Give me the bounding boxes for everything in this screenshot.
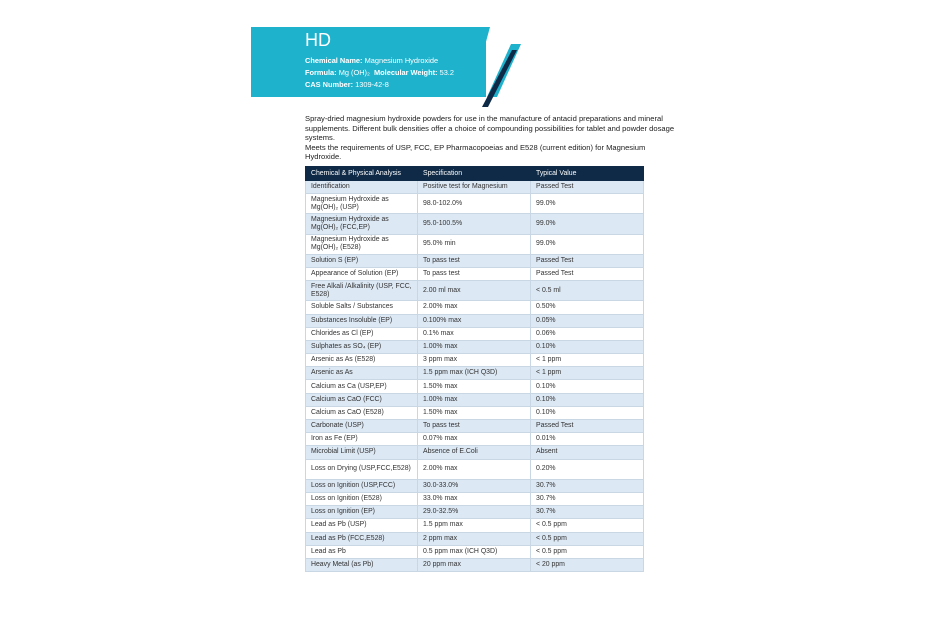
cas-value: 1309-42-8 bbox=[355, 80, 389, 89]
table-row bbox=[306, 393, 644, 406]
specification-cell: 95.0-100.5% bbox=[418, 214, 531, 234]
chemical-name-line bbox=[305, 57, 438, 64]
table-row bbox=[306, 479, 644, 492]
table-row bbox=[306, 354, 644, 367]
table-row bbox=[306, 433, 644, 446]
typical-value-cell: Passed Test bbox=[531, 254, 644, 267]
specification-cell: 20 ppm max bbox=[418, 558, 531, 571]
chemical-name-label: Chemical Name: bbox=[305, 56, 363, 65]
analysis-cell: Free Alkali /Alkalinity (USP, FCC, E528) bbox=[306, 281, 418, 301]
column-header-typical-value: Typical Value bbox=[531, 167, 644, 181]
table-row bbox=[306, 519, 644, 532]
analysis-cell: Calcium as CaO (E528) bbox=[306, 406, 418, 419]
product-description bbox=[305, 114, 675, 162]
table-row bbox=[306, 314, 644, 327]
analysis-cell: Substances Insoluble (EP) bbox=[306, 314, 418, 327]
analysis-cell: Calcium as CaO (FCC) bbox=[306, 393, 418, 406]
specification-cell: 0.5 ppm max (ICH Q3D) bbox=[418, 545, 531, 558]
table-row bbox=[306, 301, 644, 314]
specification-cell: 0.1% max bbox=[418, 327, 531, 340]
analysis-cell: Magnesium Hydroxide as Mg(OH)₂ (USP) bbox=[306, 194, 418, 214]
typical-value-cell: 0.10% bbox=[531, 340, 644, 353]
table-row bbox=[306, 545, 644, 558]
analysis-cell: Magnesium Hydroxide as Mg(OH)₂ (E528) bbox=[306, 234, 418, 254]
specification-cell: 33.0% max bbox=[418, 492, 531, 505]
typical-value-cell: < 0.5 ppm bbox=[531, 545, 644, 558]
typical-value-cell: < 1 ppm bbox=[531, 367, 644, 380]
table-row bbox=[306, 420, 644, 433]
banner-stripes-decoration bbox=[468, 22, 538, 112]
analysis-cell: Loss on Ignition (USP,FCC) bbox=[306, 479, 418, 492]
specification-cell: 98.0-102.0% bbox=[418, 194, 531, 214]
description-paragraph-1: Spray-dried magnesium hydroxide powders for use in the manufacture of antacid preparations and mineral supplements. Different bulk densities offer a choice of compounding possibilities for tablet and powder dosage systems. bbox=[305, 114, 675, 143]
typical-value-cell: 0.10% bbox=[531, 406, 644, 419]
specification-cell: 0.100% max bbox=[418, 314, 531, 327]
table-row bbox=[306, 380, 644, 393]
typical-value-cell: 99.0% bbox=[531, 214, 644, 234]
typical-value-cell: Passed Test bbox=[531, 267, 644, 280]
analysis-cell: Chlorides as Cl (EP) bbox=[306, 327, 418, 340]
specification-cell: 1.50% max bbox=[418, 406, 531, 419]
molecular-weight-label: Molecular Weight: bbox=[374, 68, 438, 77]
analysis-cell: Magnesium Hydroxide as Mg(OH)₂ (FCC,EP) bbox=[306, 214, 418, 234]
analysis-cell: Arsenic as As bbox=[306, 367, 418, 380]
analysis-cell: Iron as Fe (EP) bbox=[306, 433, 418, 446]
table-row bbox=[306, 194, 644, 214]
specification-cell: 1.5 ppm max (ICH Q3D) bbox=[418, 367, 531, 380]
table-row bbox=[306, 214, 644, 234]
analysis-cell: Heavy Metal (as Pb) bbox=[306, 558, 418, 571]
specification-cell: 2.00% max bbox=[418, 459, 531, 479]
typical-value-cell: < 20 ppm bbox=[531, 558, 644, 571]
table-row bbox=[306, 254, 644, 267]
analysis-cell: Appearance of Solution (EP) bbox=[306, 267, 418, 280]
analysis-cell: Lead as Pb bbox=[306, 545, 418, 558]
typical-value-cell: 0.50% bbox=[531, 301, 644, 314]
table-row bbox=[306, 558, 644, 571]
formula-line bbox=[305, 69, 454, 76]
specification-cell: 29.0-32.5% bbox=[418, 506, 531, 519]
analysis-cell: Loss on Drying (USP,FCC,E528) bbox=[306, 459, 418, 479]
specification-cell: 2 ppm max bbox=[418, 532, 531, 545]
analysis-cell: Carbonate (USP) bbox=[306, 420, 418, 433]
specification-cell: 30.0-33.0% bbox=[418, 479, 531, 492]
specification-cell: 0.07% max bbox=[418, 433, 531, 446]
specification-cell: 95.0% min bbox=[418, 234, 531, 254]
table-body bbox=[306, 181, 644, 572]
analysis-cell: Lead as Pb (FCC,E528) bbox=[306, 532, 418, 545]
analysis-cell: Microbial Limit (USP) bbox=[306, 446, 418, 459]
analysis-cell: Identification bbox=[306, 181, 418, 194]
table-row bbox=[306, 234, 644, 254]
typical-value-cell: 30.7% bbox=[531, 506, 644, 519]
specification-table bbox=[305, 166, 644, 572]
table-row bbox=[306, 340, 644, 353]
table-row bbox=[306, 267, 644, 280]
analysis-cell: Soluble Salts / Substances bbox=[306, 301, 418, 314]
product-code: HD bbox=[305, 30, 331, 50]
table-row bbox=[306, 532, 644, 545]
molecular-weight-value: 53.2 bbox=[439, 68, 454, 77]
typical-value-cell: 0.10% bbox=[531, 393, 644, 406]
table-row bbox=[306, 506, 644, 519]
analysis-cell: Calcium as Ca (USP,EP) bbox=[306, 380, 418, 393]
analysis-cell: Solution S (EP) bbox=[306, 254, 418, 267]
specification-cell: To pass test bbox=[418, 420, 531, 433]
formula-value: Mg (OH)₂ bbox=[338, 68, 370, 77]
table-row bbox=[306, 281, 644, 301]
specification-cell: 1.50% max bbox=[418, 380, 531, 393]
table-row bbox=[306, 459, 644, 479]
typical-value-cell: Passed Test bbox=[531, 181, 644, 194]
analysis-cell: Arsenic as As (E528) bbox=[306, 354, 418, 367]
formula-label: Formula: bbox=[305, 68, 337, 77]
column-header-analysis: Chemical & Physical Analysis bbox=[306, 167, 418, 181]
typical-value-cell: 0.01% bbox=[531, 433, 644, 446]
typical-value-cell: Passed Test bbox=[531, 420, 644, 433]
specification-cell: To pass test bbox=[418, 254, 531, 267]
specification-cell: 1.00% max bbox=[418, 393, 531, 406]
typical-value-cell: 0.20% bbox=[531, 459, 644, 479]
analysis-cell: Lead as Pb (USP) bbox=[306, 519, 418, 532]
typical-value-cell: 0.10% bbox=[531, 380, 644, 393]
specification-cell: 1.5 ppm max bbox=[418, 519, 531, 532]
typical-value-cell: 0.05% bbox=[531, 314, 644, 327]
typical-value-cell: < 0.5 ppm bbox=[531, 519, 644, 532]
typical-value-cell: Absent bbox=[531, 446, 644, 459]
typical-value-cell: 0.06% bbox=[531, 327, 644, 340]
analysis-cell: Loss on Ignition (E528) bbox=[306, 492, 418, 505]
column-header-specification: Specification bbox=[418, 167, 531, 181]
typical-value-cell: 30.7% bbox=[531, 479, 644, 492]
typical-value-cell: 99.0% bbox=[531, 234, 644, 254]
typical-value-cell: 30.7% bbox=[531, 492, 644, 505]
table-header-row bbox=[306, 167, 644, 181]
specification-cell: 1.00% max bbox=[418, 340, 531, 353]
typical-value-cell: < 0.5 ml bbox=[531, 281, 644, 301]
chemical-name-value: Magnesium Hydroxide bbox=[364, 56, 439, 65]
cas-line bbox=[305, 81, 389, 88]
specification-cell: 3 ppm max bbox=[418, 354, 531, 367]
table-row bbox=[306, 367, 644, 380]
specification-cell: 2.00 ml max bbox=[418, 281, 531, 301]
table-row bbox=[306, 446, 644, 459]
analysis-cell: Loss on Ignition (EP) bbox=[306, 506, 418, 519]
specification-cell: To pass test bbox=[418, 267, 531, 280]
description-paragraph-2: Meets the requirements of USP, FCC, EP Pharmacopoeias and E528 (current edition) for Magnesium Hydroxide. bbox=[305, 142, 646, 162]
specification-cell: Positive test for Magnesium bbox=[418, 181, 531, 194]
table-row bbox=[306, 327, 644, 340]
specification-cell: 2.00% max bbox=[418, 301, 531, 314]
typical-value-cell: < 1 ppm bbox=[531, 354, 644, 367]
analysis-cell: Sulphates as SO₄ (EP) bbox=[306, 340, 418, 353]
table-row bbox=[306, 406, 644, 419]
typical-value-cell: 99.0% bbox=[531, 194, 644, 214]
table-row bbox=[306, 181, 644, 194]
table-row bbox=[306, 492, 644, 505]
specification-cell: Absence of E.Coli bbox=[418, 446, 531, 459]
typical-value-cell: < 0.5 ppm bbox=[531, 532, 644, 545]
cas-label: CAS Number: bbox=[305, 80, 354, 89]
